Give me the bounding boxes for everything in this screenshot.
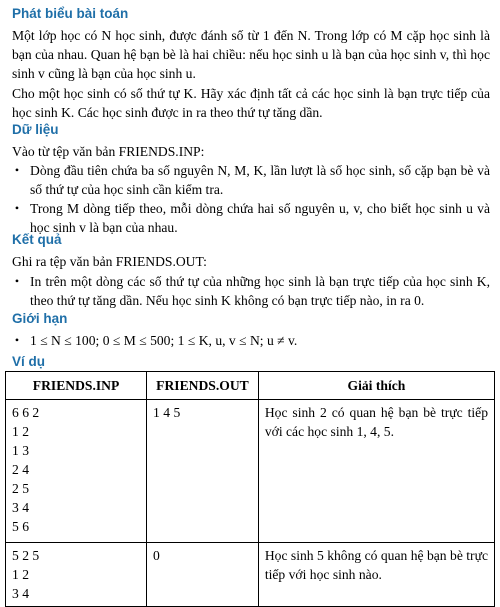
output-heading: Kết quả bbox=[12, 232, 62, 247]
table-row bbox=[6, 400, 495, 543]
bullet-icon: • bbox=[14, 274, 20, 288]
output-intro: Ghi ra tệp văn bản FRIENDS.OUT: bbox=[12, 254, 207, 269]
example-1-explanation: Học sinh 2 có quan hệ bạn bè trực tiếp với các học sinh 1, 4, 5. bbox=[258, 400, 494, 543]
example-2-input bbox=[6, 543, 147, 607]
problem-paragraph-1: Một lớp học có N học sinh, được đánh số từ 1 đến N. Trong lớp có M cặp học sinh là bạn của nhau. Quan hệ bạn bè là hai chiều: nếu học sinh u là bạn của học sinh v, thì học sinh v cũng là bạn của học sinh u. bbox=[12, 28, 490, 81]
example-1-input bbox=[6, 400, 147, 543]
output-bullet-1: In trên một dòng các số thứ tự của những học sinh là bạn trực tiếp của học sinh K, theo thứ tự tăng dần. Nếu học sinh K không có bạn trực tiếp nào, in ra 0. bbox=[30, 274, 490, 308]
example-2-explanation: Học sinh 5 không có quan hệ bạn bè trực tiếp với học sinh nào. bbox=[258, 543, 494, 607]
example-2-output: 0 bbox=[147, 543, 259, 607]
input-line: 3 4 bbox=[12, 500, 29, 515]
problem-statement-heading: Phát biểu bài toán bbox=[12, 6, 129, 21]
input-line: 5 2 5 bbox=[12, 548, 40, 563]
table-header-row bbox=[6, 372, 495, 400]
bullet-icon: • bbox=[14, 201, 20, 215]
table-row bbox=[6, 543, 495, 607]
table-header-explain: Giải thích bbox=[258, 372, 494, 400]
input-line: 6 6 2 bbox=[12, 405, 40, 420]
limits-bullet-1: 1 ≤ N ≤ 100; 0 ≤ M ≤ 500; 1 ≤ K, u, v ≤ N; u ≠ v. bbox=[30, 333, 298, 348]
problem-paragraph-2: Cho một học sinh có số thứ tự K. Hãy xác định tất cả các học sinh là bạn trực tiếp của học sinh K. Các học sinh được in ra theo thứ tự tăng dần. bbox=[12, 86, 490, 120]
input-line: 1 2 bbox=[12, 424, 29, 439]
bullet-icon: • bbox=[14, 163, 20, 177]
example-heading: Ví dụ bbox=[12, 354, 45, 369]
input-line: 1 2 bbox=[12, 567, 29, 582]
input-line: 5 6 bbox=[12, 519, 29, 534]
input-line: 2 5 bbox=[12, 481, 29, 496]
bullet-icon: • bbox=[14, 333, 20, 347]
input-intro: Vào từ tệp văn bản FRIENDS.INP: bbox=[12, 144, 205, 159]
example-table bbox=[5, 371, 495, 607]
input-bullet-2: Trong M dòng tiếp theo, mỗi dòng chứa hai số nguyên u, v, cho biết học sinh u và học sinh v là bạn của nhau. bbox=[30, 201, 490, 235]
input-line: 2 4 bbox=[12, 462, 29, 477]
example-1-output: 1 4 5 bbox=[147, 400, 259, 543]
limits-heading: Giới hạn bbox=[12, 311, 68, 326]
table-header-out: FRIENDS.OUT bbox=[147, 372, 259, 400]
input-bullet-1: Dòng đầu tiên chứa ba số nguyên N, M, K, lần lượt là số học sinh, số cặp bạn bè và số thứ tự của học sinh cần kiểm tra. bbox=[30, 163, 490, 197]
table-header-inp: FRIENDS.INP bbox=[6, 372, 147, 400]
input-line: 3 4 bbox=[12, 586, 29, 601]
input-heading: Dữ liệu bbox=[12, 122, 59, 137]
input-line: 1 3 bbox=[12, 443, 29, 458]
